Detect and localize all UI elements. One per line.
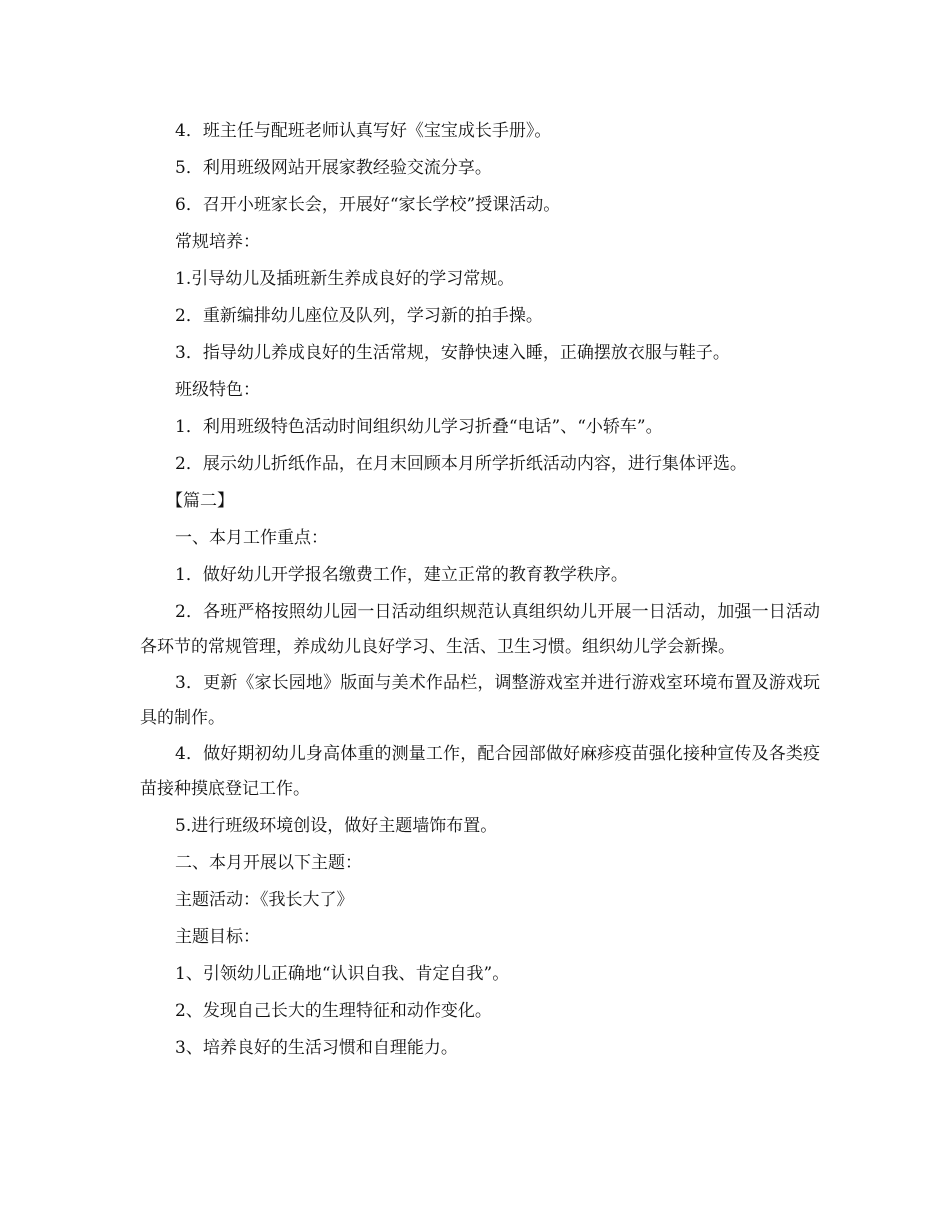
paragraph-line: 3、培养良好的生活习惯和自理能力。 [175,1038,458,1058]
part-heading: 【篇二】 [166,491,234,511]
paragraph-line: 6．召开小班家长会，开展好“家长学校”授课活动。 [175,195,561,215]
paragraph-line: 2．展示幼儿折纸作品，在月末回顾本月所学折纸活动内容，进行集体评选。 [175,454,747,474]
paragraph-line: 5.进行班级环境创设，做好主题墙饰布置。 [175,816,498,836]
section-heading: 常规培养： [175,232,260,252]
document-body [140,113,820,1067]
paragraph-line: 主题活动：《我长大了》 [175,890,354,910]
paragraph-multiline: 2．各班严格按照幼儿园一日活动组织规范认真组织幼儿开展一日活动，加强一日活动各环节的常规管理，养成幼儿良好学习、生活、卫生习惯。组织幼儿学会新操。 [140,602,820,657]
section-heading: 班级特色： [175,380,260,400]
paragraph-line: 3．指导幼儿养成良好的生活常规，安静快速入睡，正确摆放衣服与鞋子。 [175,343,730,363]
section-heading: 一、本月工作重点： [175,528,328,548]
paragraph-multiline: 3．更新《家长园地》版面与美术作品栏，调整游戏室并进行游戏室环境布置及游戏玩具的制作。 [140,673,820,728]
paragraph-line: 5．利用班级网站开展家教经验交流分享。 [175,158,492,178]
section-heading: 二、本月开展以下主题： [175,853,362,873]
paragraph-line: 2、发现自己长大的生理特征和动作变化。 [175,1001,492,1021]
paragraph-line: 1．利用班级特色活动时间组织幼儿学习折叠“电话”、“小轿车”。 [175,417,663,437]
paragraph-line: 4．班主任与配班老师认真写好《宝宝成长手册》。 [175,121,552,141]
paragraph-line: 1.引导幼儿及插班新生养成良好的学习常规。 [175,269,515,289]
paragraph-multiline: 4．做好期初幼儿身高体重的测量工作，配合园部做好麻疹疫苗强化接种宣传及各类疫苗接种摸底登记工作。 [140,744,820,799]
paragraph-line: 1．做好幼儿开学报名缴费工作，建立正常的教育教学秩序。 [175,565,628,585]
paragraph-line: 2．重新编排幼儿座位及队列，学习新的拍手操。 [175,306,543,326]
section-heading: 主题目标： [175,927,260,947]
paragraph-line: 1、引领幼儿正确地“认识自我、肯定自我”。 [175,964,510,984]
